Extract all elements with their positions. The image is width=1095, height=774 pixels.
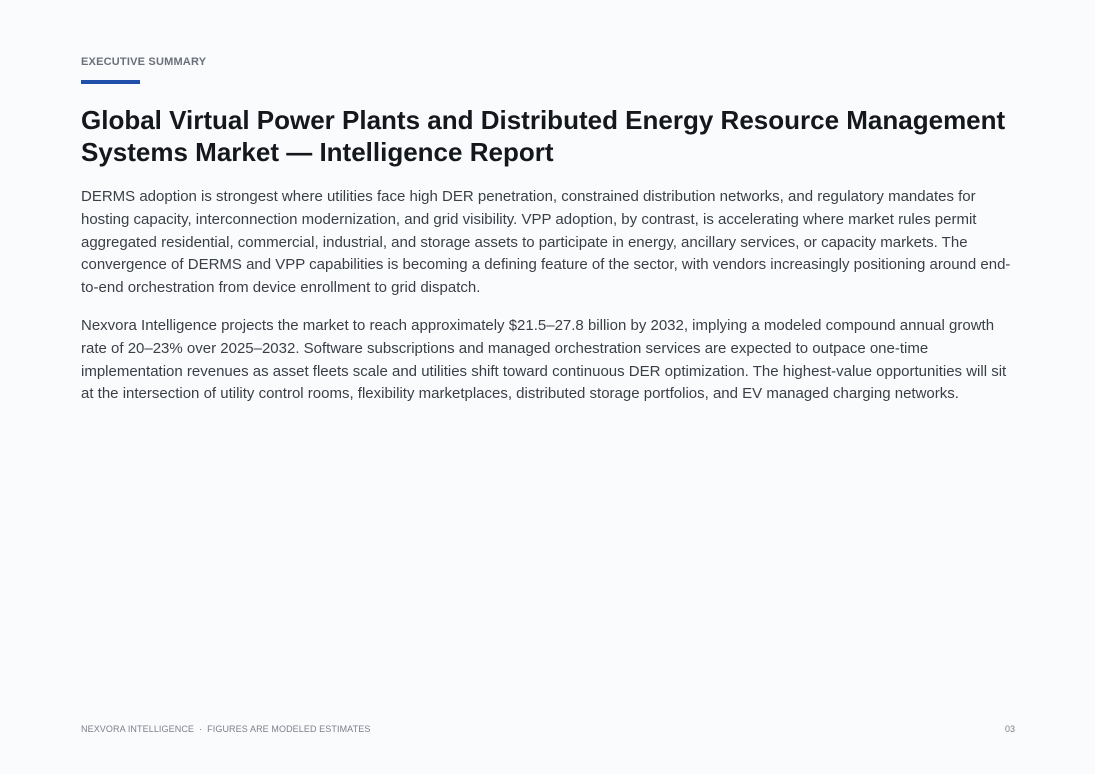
footer-separator: · (199, 724, 203, 734)
report-page (81, 0, 1015, 774)
summary-paragraph-2: Nexvora Intelligence projects the market to reach approximately $21.5–27.8 billion by 2032, implying a modeled compound annual growth rate of 20–23% over 2025–2032. Software subscriptions and managed orchestration services are expected to outpace one-time implementation revenues as asset fleets scale and utilities shift toward continuous DER optimization. The highest-value opportunities will sit at the intersection of utility control rooms, flexibility marketplaces, distributed storage portfolios, and EV managed charging networks. (81, 317, 1007, 403)
page-title: Global Virtual Power Plants and Distributed Energy Resource Management Systems Market — Intelligence Report (81, 105, 1006, 167)
page-number: 03 (1004, 724, 1015, 734)
footer-brand: NEXVORA INTELLIGENCE (81, 724, 195, 734)
footer-note: FIGURES ARE MODELED ESTIMATES (207, 724, 371, 734)
accent-bar (81, 80, 140, 84)
summary-paragraph-1: DERMS adoption is strongest where utilities face high DER penetration, constrained distribution networks, and regulatory mandates for hosting capacity, interconnection modernization, and grid visibility. VPP adoption, by contrast, is accelerating where market rules permit aggregated residential, commercial, industrial, and storage assets to participate in energy, ancillary services, or capacity markets. The convergence of DERMS and VPP capabilities is becoming a defining feature of the sector, with vendors increasingly positioning around end-to-end orchestration from device enrollment to grid dispatch. (81, 188, 1011, 297)
footer-left (81, 724, 370, 734)
section-label: EXECUTIVE SUMMARY (81, 56, 207, 68)
